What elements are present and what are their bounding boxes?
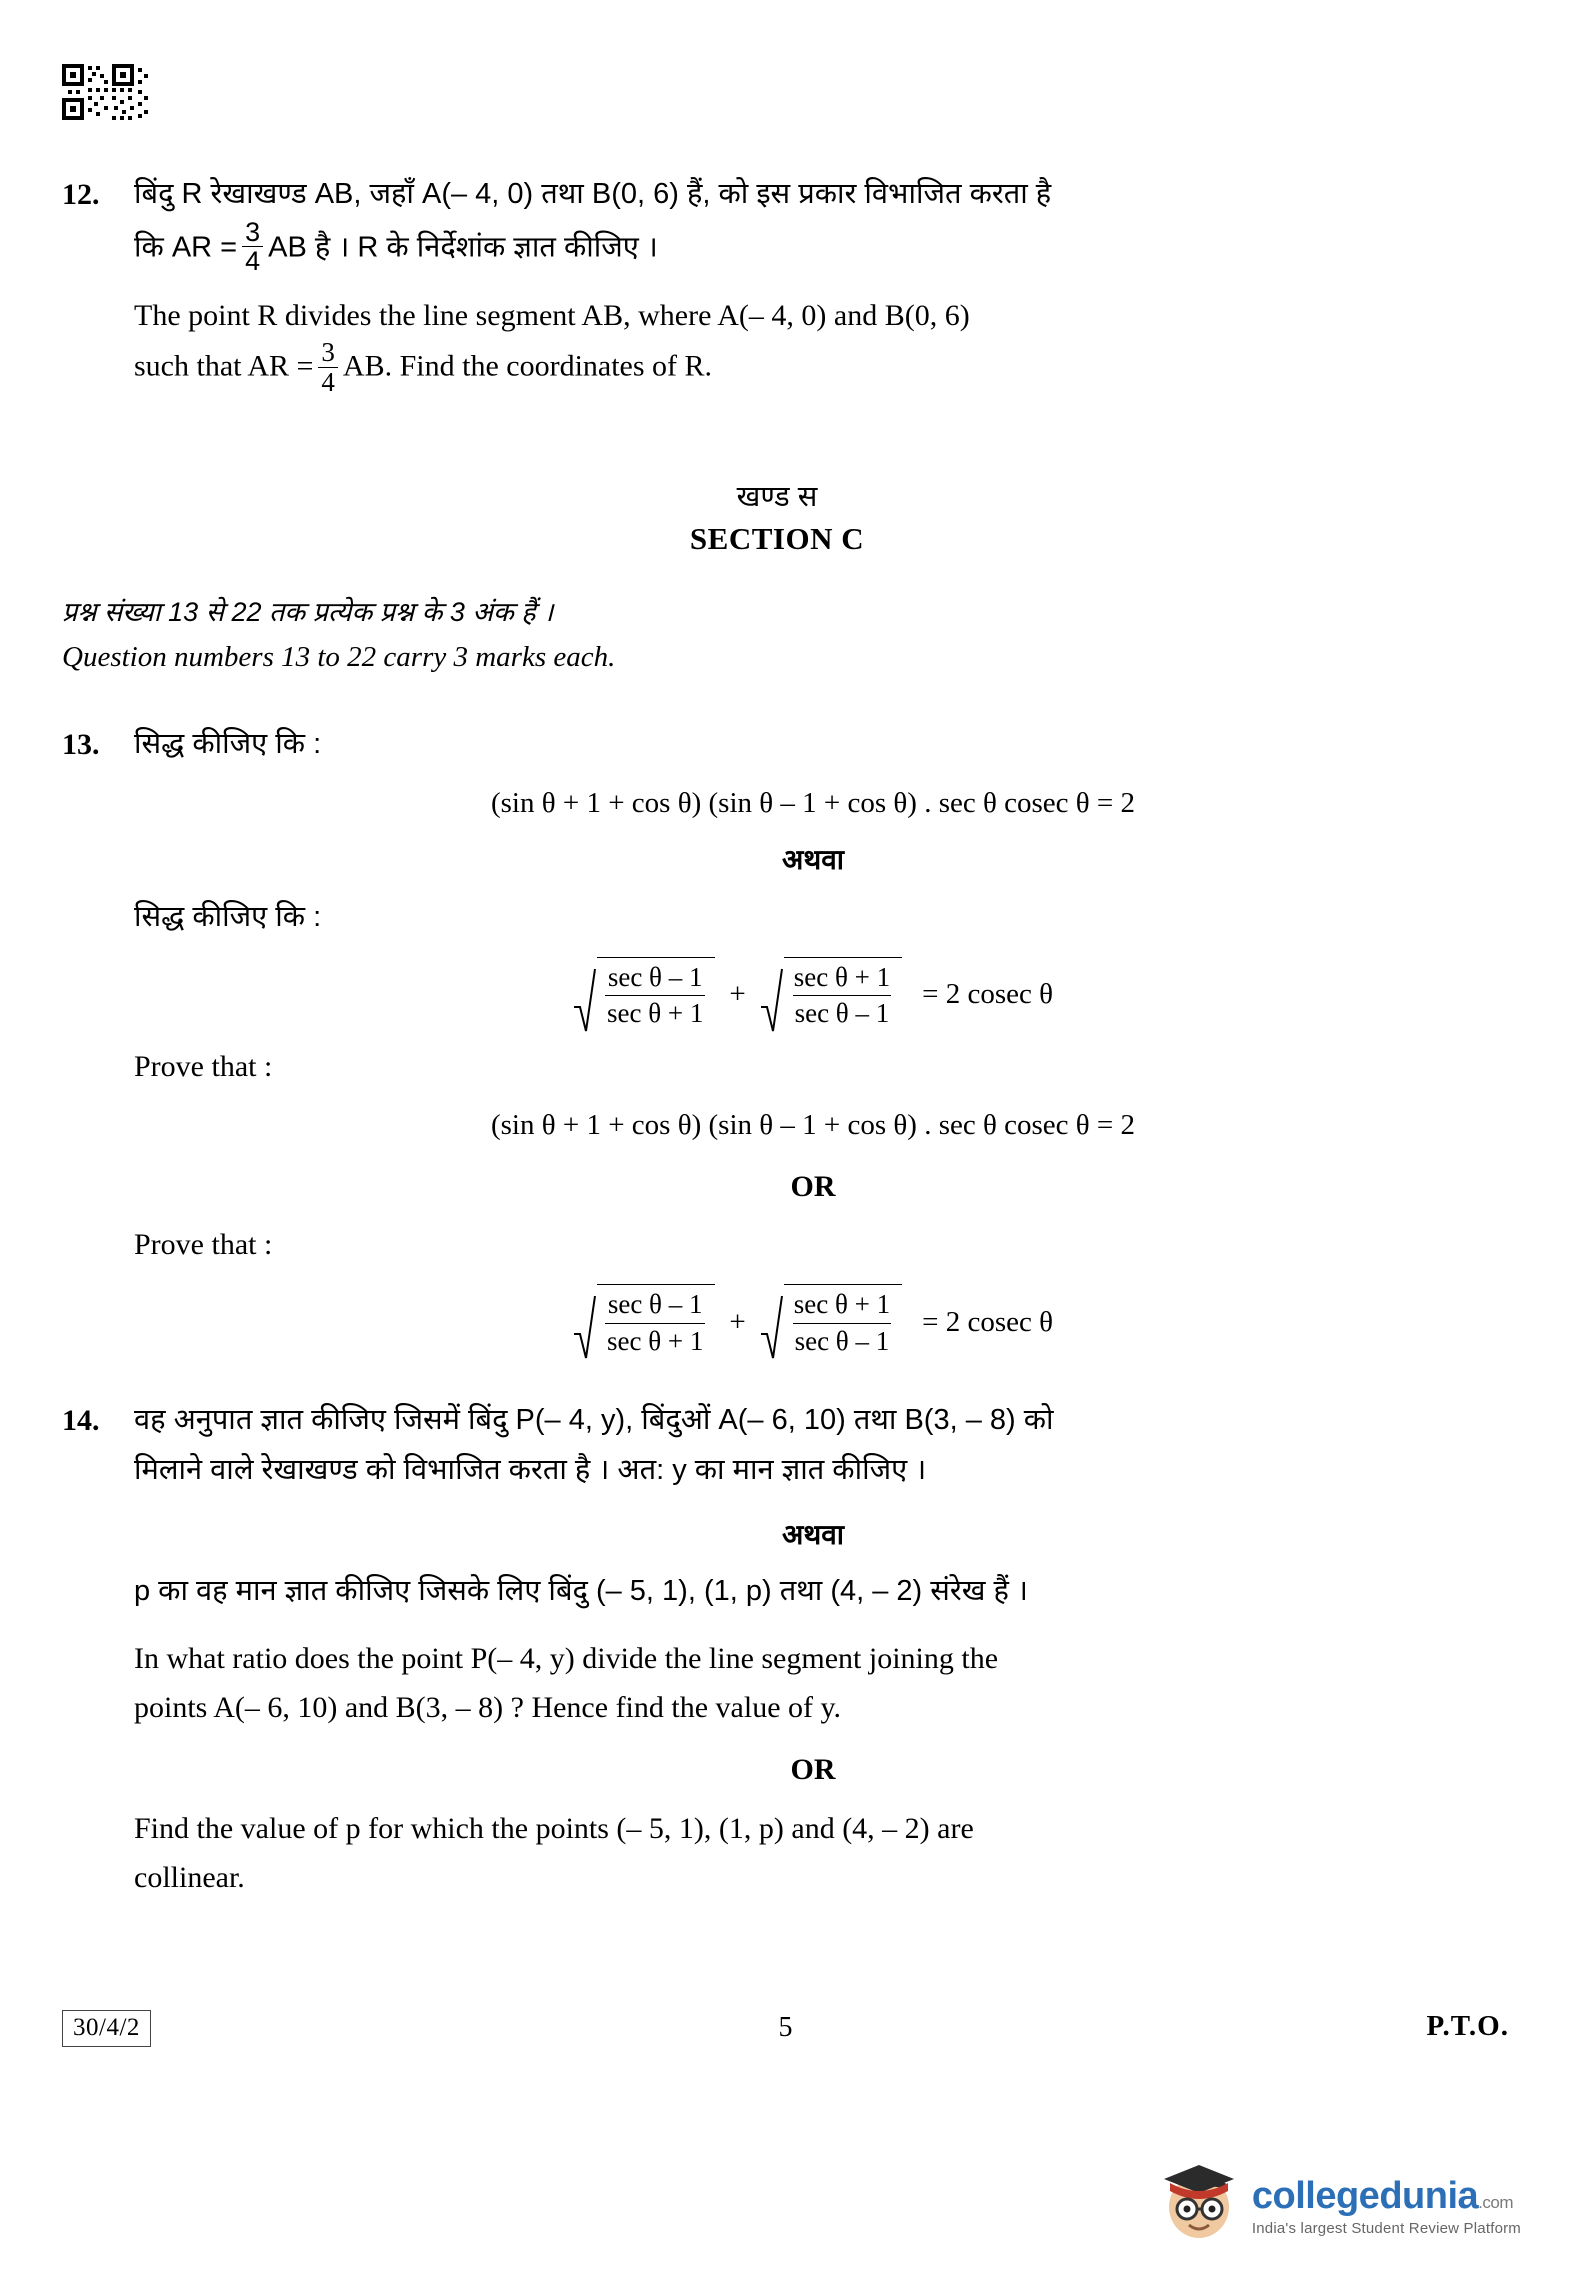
q12-eng-suffix: AB. Find the coordinates of R. — [342, 349, 713, 383]
paper-code: 30/4/2 — [62, 2010, 151, 2047]
plus-operator: + — [729, 978, 746, 1011]
radical-sign-icon — [760, 957, 784, 1034]
question-12-number: 12. — [62, 178, 100, 211]
question-12-eng-line1: The point R divides the line segment AB, where A(– 4, 0) and B(0, 6) — [134, 298, 970, 332]
question-12-hindi-line1: बिंदु R रेखाखण्ड AB, जहाँ A(– 4, 0) तथा B(0, 6) हैं, को इस प्रकार विभाजित करता है — [134, 178, 1052, 210]
question-13-hindi-lead: सिद्ध कीजिए कि : — [134, 728, 322, 761]
question-13-radical-expression-hindi — [134, 957, 1492, 1034]
question-14-number: 14. — [62, 1404, 100, 1438]
question-12-hindi-line2 — [134, 216, 1492, 278]
fraction-numerator: 3 — [245, 216, 261, 247]
question-13-number: 13. — [62, 728, 100, 762]
question-14-eng-line1: In what ratio does the point P(– 4, y) divide the line segment joining the — [134, 1642, 999, 1676]
question-content — [62, 170, 1492, 1902]
question-14-hindi-alt: p का वह मान ज्ञात कीजिए जिसके लिए बिंदु (– 5, 1), (1, p) तथा (4, – 2) संरेख हैं । — [134, 1575, 1028, 1608]
pto-label: P.T.O. — [1426, 2010, 1509, 2042]
fraction-three-fourths — [242, 218, 263, 276]
question-14-hindi-or: अथवा — [781, 1519, 845, 1550]
radical-4-denominator: sec θ – 1 — [793, 1323, 892, 1359]
question-14-hindi-line1: वह अनुपात ज्ञात कीजिए जिसमें बिंदु P(– 4, y), बिंदुओं A(– 6, 10) तथा B(3, – 8) को — [134, 1404, 1054, 1437]
question-13-hindi-lead2: सिद्ध कीजिए कि : — [134, 900, 322, 933]
question-13-english-or: OR — [790, 1169, 836, 1203]
question-14-hindi-line2: मिलाने वाले रेखाखण्ड को विभाजित करता है । अत: y का मान ज्ञात कीजिए । — [134, 1454, 927, 1487]
fraction-three-fourths-eng — [318, 338, 338, 396]
page-footer — [0, 2010, 1571, 2050]
radical-3-fraction — [597, 1284, 715, 1361]
section-heading-english: SECTION C — [689, 520, 865, 556]
mascot-icon — [1156, 2149, 1242, 2241]
qr-code — [60, 62, 152, 124]
question-13 — [62, 720, 1492, 1370]
radical-sign-icon — [573, 957, 597, 1034]
instruction-english: Question numbers 13 to 22 carry 3 marks each. — [62, 641, 616, 674]
question-14 — [62, 1396, 1492, 1902]
question-13-hindi-or: अथवा — [781, 844, 845, 876]
radical-3-numerator: sec θ – 1 — [607, 1288, 703, 1319]
radical-3 — [573, 1284, 715, 1361]
radical-sign-icon — [573, 1284, 597, 1361]
radical-4-numerator: sec θ + 1 — [793, 1288, 891, 1319]
radical-equation-rhs: = 2 cosec θ — [922, 1305, 1054, 1338]
radical-sign-icon — [760, 1284, 784, 1361]
radical-4-fraction — [784, 1284, 902, 1361]
section-heading — [62, 476, 1492, 557]
page-number: 5 — [778, 2012, 793, 2043]
radical-equation-rhs: = 2 cosec θ — [922, 978, 1054, 1011]
question-13-eng-lead2: Prove that : — [134, 1228, 273, 1262]
section-instructions — [62, 591, 1492, 681]
radical-2-denominator: sec θ – 1 — [793, 995, 892, 1031]
question-13-identity-hindi: (sin θ + 1 + cos θ) (sin θ – 1 + cos θ) . sec θ cosec θ = 2 — [490, 787, 1136, 820]
question-14-eng-alt2: collinear. — [134, 1860, 245, 1894]
question-13-identity-english: (sin θ + 1 + cos θ) (sin θ – 1 + cos θ) . sec θ cosec θ = 2 — [490, 1108, 1136, 1141]
fraction-denominator: 4 — [318, 367, 338, 396]
question-14-eng-alt1: Find the value of p for which the points (– 5, 1), (1, p) and (4, – 2) are — [134, 1812, 974, 1846]
brand-tagline: India's largest Student Review Platform — [1251, 2220, 1521, 2237]
question-13-radical-expression-english — [134, 1284, 1492, 1361]
radical-1-numerator: sec θ – 1 — [607, 961, 703, 992]
instruction-hindi: प्रश्न संख्या 13 से 22 तक प्रत्येक प्रश्न के 3 अंक हैं । — [62, 596, 554, 627]
question-14-english-or: OR — [790, 1753, 836, 1787]
plus-operator: + — [729, 1305, 746, 1338]
radical-4 — [760, 1284, 902, 1361]
section-heading-hindi: खण्ड स — [736, 480, 818, 513]
question-12-eng-line2 — [134, 337, 1492, 398]
question-14-eng-line2: points A(– 6, 10) and B(3, – 8) ? Hence find the value of y. — [134, 1690, 842, 1724]
collegedunia-watermark — [1156, 2149, 1521, 2241]
q12-eng-prefix: such that AR = — [134, 349, 314, 383]
fraction-numerator: 3 — [321, 337, 335, 368]
q12-hindi-suffix: AB है । R के निर्देशांक ज्ञात कीजिए । — [268, 231, 658, 264]
radical-1 — [573, 957, 715, 1034]
fraction-denominator: 4 — [242, 246, 263, 275]
radical-2-numerator: sec θ + 1 — [793, 961, 891, 992]
radical-2-fraction — [784, 957, 902, 1034]
question-13-eng-lead: Prove that : — [134, 1050, 273, 1083]
brand-name-text: collegedunia — [1251, 2175, 1479, 2217]
radical-1-fraction — [597, 957, 715, 1034]
radical-2 — [760, 957, 902, 1034]
radical-3-denominator: sec θ + 1 — [605, 1323, 705, 1359]
brand-name — [1252, 2177, 1521, 2215]
brand-domain: .com — [1478, 2193, 1513, 2212]
radical-1-denominator: sec θ + 1 — [605, 995, 705, 1031]
question-12 — [62, 170, 1492, 398]
q12-hindi-prefix: कि AR = — [134, 231, 238, 264]
